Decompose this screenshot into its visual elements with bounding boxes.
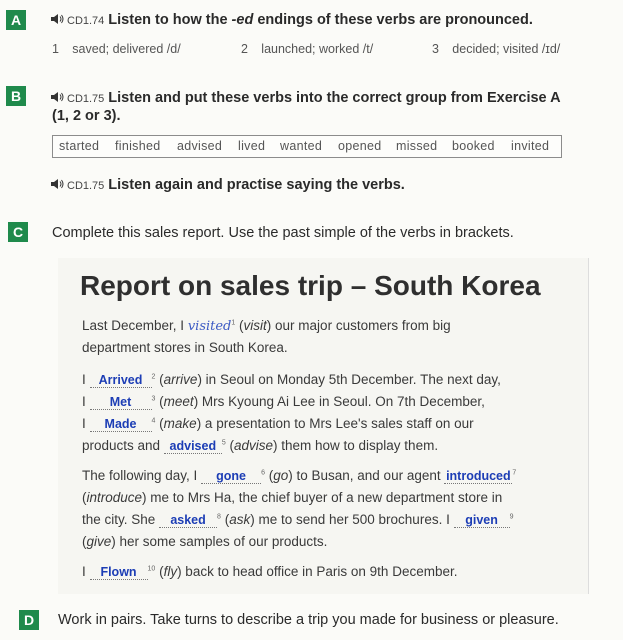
verb-invited: invited	[511, 139, 550, 153]
gap-number: 2	[151, 373, 156, 381]
verb-hint: visit	[243, 318, 267, 333]
answer-3[interactable]: Met	[90, 396, 152, 410]
item-number: 3	[432, 42, 439, 56]
verb-lived: lived	[238, 139, 266, 153]
text: ) back to head office in Paris on 9th December.	[177, 564, 458, 579]
gap-number: 9	[509, 513, 514, 521]
text: ) our major customers from big	[266, 318, 451, 333]
text: ) in Seoul on Monday 5th December. The next day,	[197, 372, 501, 387]
item-number: 1	[52, 42, 59, 56]
instr-ed: -ed	[231, 12, 254, 28]
text: ) Mrs Kyoung Ai Lee in Seoul. On 7th December,	[193, 394, 485, 409]
text: the city. She	[82, 512, 160, 527]
instr-text: (1, 2 or 3).	[52, 108, 121, 124]
verb-finished: finished	[115, 139, 161, 153]
report-line	[82, 490, 502, 505]
text: ) to Busan, and our agent	[288, 468, 445, 483]
section-b-instruction	[50, 89, 561, 107]
text: (	[82, 534, 87, 549]
verb-wanted: wanted	[280, 139, 323, 153]
verb-hint: ask	[229, 512, 251, 527]
instr-text-end: endings of these verbs are pronounced.	[253, 12, 533, 28]
text: (	[235, 318, 244, 333]
verb-hint: arrive	[163, 372, 198, 387]
verb-started: started	[59, 139, 100, 153]
section-a-instruction	[50, 11, 533, 29]
cd-track: CD1.75	[67, 93, 105, 105]
answer-9[interactable]: given	[454, 514, 510, 528]
verb-opened: opened	[338, 139, 382, 153]
verb-hint: give	[86, 534, 112, 549]
text: ) her some samples of our products.	[111, 534, 328, 549]
text: ) me to Mrs Ha, the chief buyer of a new department store in	[142, 490, 503, 505]
item-text: decided; visited /ɪd/	[452, 42, 561, 56]
report-line	[82, 318, 451, 334]
report-line	[82, 340, 288, 355]
report-line	[82, 372, 501, 388]
gap-number: 5	[221, 439, 226, 447]
report-line	[82, 564, 457, 580]
verb-advised: advised	[177, 139, 223, 153]
verb-hint: make	[163, 416, 197, 431]
text: I	[82, 372, 90, 387]
report-line	[82, 512, 513, 528]
section-a-badge: A	[6, 10, 26, 30]
answer-1[interactable]: visited	[187, 319, 232, 334]
gap-number: 7	[512, 469, 517, 477]
verb-hint: meet	[163, 394, 194, 409]
verb-missed: missed	[396, 139, 438, 153]
report-line	[82, 416, 474, 432]
text: (	[82, 490, 87, 505]
cd-track: CD1.74	[67, 15, 105, 27]
pronunciation-item-1	[52, 40, 181, 58]
speaker-icon[interactable]	[50, 178, 64, 190]
verb-box	[52, 135, 562, 158]
verb-hint: go	[273, 468, 289, 483]
text: department stores in South Korea.	[82, 340, 288, 355]
section-b-badge: B	[6, 86, 26, 106]
gap-number: 6	[261, 469, 265, 477]
pronunciation-item-2	[241, 40, 373, 58]
section-c-instruction: Complete this sales report. Use the past simple of the verbs in brackets.	[52, 225, 514, 241]
section-d-badge: D	[19, 610, 39, 630]
text: I	[82, 564, 90, 579]
text: (	[155, 394, 164, 409]
answer-8[interactable]: asked	[159, 514, 217, 528]
verb-hint: introduce	[86, 490, 143, 505]
answer-7[interactable]: introduced	[446, 469, 511, 483]
answer-5[interactable]: advised	[164, 440, 222, 454]
section-d-instruction: Work in pairs. Take turns to describe a trip you made for business or pleasure.	[58, 612, 559, 628]
section-c-badge: C	[8, 222, 28, 242]
gap-number: 4	[151, 417, 156, 425]
answer-6[interactable]: gone	[201, 470, 261, 484]
text: Last December, I	[82, 318, 188, 333]
gap-number: 10	[147, 565, 156, 573]
text: (	[155, 416, 164, 431]
text: I	[82, 394, 90, 409]
verb-booked: booked	[452, 139, 495, 153]
sales-report	[58, 258, 589, 594]
item-number: 2	[241, 42, 248, 56]
speaker-icon[interactable]	[50, 13, 64, 25]
answer-2[interactable]: Arrived	[90, 374, 152, 388]
report-title: Report on sales trip – South Korea	[80, 270, 541, 301]
text: (	[264, 468, 274, 483]
gap-number: 1	[231, 319, 236, 327]
pronunciation-item-3	[432, 40, 560, 58]
instr-text: Listen again and practise saying the verbs.	[108, 177, 405, 193]
text: ) a presentation to Mrs Lee's sales staff on our	[196, 416, 474, 431]
text: ) me to send her 500 brochures. I	[250, 512, 454, 527]
text: (	[155, 372, 164, 387]
text: The following day, I	[82, 468, 202, 483]
gap-number: 3	[151, 395, 156, 403]
report-line	[82, 468, 516, 484]
item-text: launched; worked /t/	[261, 42, 374, 56]
item-text: saved; delivered /d/	[72, 42, 181, 56]
text: I	[82, 416, 90, 431]
text: (	[155, 564, 164, 579]
text: (	[225, 438, 234, 453]
section-b-instruction-line2	[52, 107, 121, 125]
text: products and	[82, 438, 164, 453]
instr-text: Listen and put these verbs into the correct group from Exercise A	[108, 90, 561, 106]
text: (	[220, 512, 230, 527]
text: ) them how to display them.	[273, 438, 439, 453]
report-line	[82, 534, 327, 549]
answer-4[interactable]: Made	[90, 418, 152, 432]
instr-text: Listen to how the	[108, 12, 232, 28]
answer-10[interactable]: Flown	[90, 566, 148, 580]
verb-hint: fly	[163, 564, 178, 579]
speaker-icon[interactable]	[50, 91, 64, 103]
report-line	[82, 394, 485, 410]
report-line	[82, 438, 438, 454]
cd-track: CD1.75	[67, 180, 105, 192]
gap-number: 8	[217, 513, 221, 521]
verb-hint: advise	[233, 438, 273, 453]
section-b-instruction-2	[50, 176, 405, 194]
